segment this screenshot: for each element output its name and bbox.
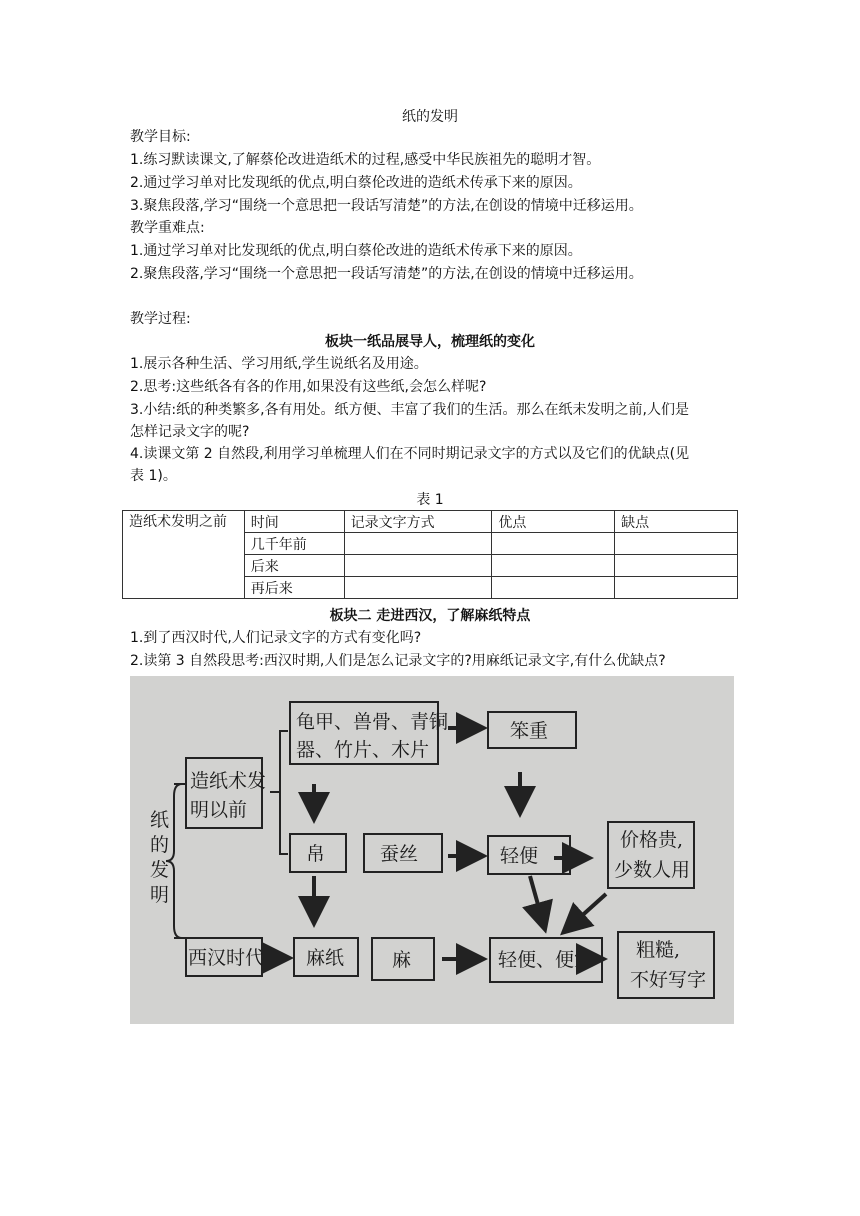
section1-item: 3.小结:纸的种类繁多,各有用处。纸方便、丰富了我们的生活。那么在纸未发明之前,人们是 xyxy=(130,402,689,418)
table-row-header: 造纸术发明之前 xyxy=(123,511,245,599)
heavy-label: 笨重 xyxy=(510,720,549,742)
goals-heading: 教学目标: xyxy=(130,129,191,145)
table-cell xyxy=(344,577,492,599)
expensive-label: 价格贵, xyxy=(620,829,684,851)
silkworm-label: 蚕丝 xyxy=(380,843,419,865)
branch-before-label: 明以前 xyxy=(190,799,248,821)
goal-item: 1.练习默读课文,了解蔡伦改进造纸术的过程,感受中华民族祖先的聪明才智。 xyxy=(130,152,601,168)
light-cheap-label: 轻便、便宜 xyxy=(498,949,594,971)
silk-label: 帛 xyxy=(306,843,326,865)
branch-before-label: 造纸术发 xyxy=(190,770,267,792)
table-header-cell: 记录文字方式 xyxy=(344,511,492,533)
section2-item: 2.读第 3 自然段思考:西汉时期,人们是怎么记录文字的?用麻纸记录文字,有什么优缺点? xyxy=(130,653,666,669)
difficulty-item: 1.通过学习单对比发现纸的优点,明白蔡伦改进的造纸术传承下来的原因。 xyxy=(130,243,582,259)
table-cell xyxy=(492,555,615,577)
table-cell: 后来 xyxy=(244,555,344,577)
ancient-materials-label: 龟甲、兽骨、青铜 xyxy=(296,711,449,733)
expensive-label: 少数人用 xyxy=(614,859,691,881)
root-label-char: 发 xyxy=(150,859,170,881)
section1-item: 怎样记录文字的呢? xyxy=(130,424,250,440)
ancient-materials-label: 器、竹片、木片 xyxy=(296,739,430,761)
hemp-label: 麻 xyxy=(392,949,412,971)
section2-item: 1.到了西汉时代,人们记录文字的方式有变化吗? xyxy=(130,630,422,646)
table-caption: 表 1 xyxy=(416,492,444,508)
table-header-cell: 时间 xyxy=(244,511,344,533)
flowchart-diagram xyxy=(130,676,734,1024)
difficulties-heading: 教学重难点: xyxy=(130,220,205,236)
comparison-table xyxy=(122,510,738,599)
document-title: 纸的发明 xyxy=(402,109,458,125)
goal-item: 3.聚焦段落,学习“围绕一个意思把一段话写清楚”的方法,在创设的情境中迁移运用。 xyxy=(130,198,643,214)
table-header-cell: 缺点 xyxy=(615,511,738,533)
table-cell xyxy=(492,577,615,599)
table-header-cell: 优点 xyxy=(492,511,615,533)
rough-label: 不好写字 xyxy=(630,969,707,991)
table-cell: 几千年前 xyxy=(244,533,344,555)
light-label: 轻便 xyxy=(500,845,539,867)
table-cell xyxy=(615,555,738,577)
rough-label: 粗糙, xyxy=(636,939,681,961)
table-cell xyxy=(344,533,492,555)
section1-title: 板块一纸品展导人，梳理纸的变化 xyxy=(325,334,535,350)
table-row xyxy=(123,511,738,533)
difficulty-item: 2.聚焦段落,学习“围绕一个意思把一段话写清楚”的方法,在创设的情境中迁移运用。 xyxy=(130,266,643,282)
section1-item: 表 1)。 xyxy=(130,468,177,484)
table-cell: 再后来 xyxy=(244,577,344,599)
process-heading: 教学过程: xyxy=(130,311,191,327)
section1-item: 2.思考:这些纸各有各的作用,如果没有这些纸,会怎么样呢? xyxy=(130,379,487,395)
hemp-paper-label: 麻纸 xyxy=(306,947,345,969)
root-label-char: 纸 xyxy=(150,809,170,831)
branch-xihan-label: 西汉时代 xyxy=(188,947,265,969)
root-label-char: 明 xyxy=(150,884,170,906)
section2-title: 板块二 走进西汉，了解麻纸特点 xyxy=(329,608,531,624)
table-cell xyxy=(615,577,738,599)
table-cell xyxy=(344,555,492,577)
root-label-char: 的 xyxy=(150,834,170,856)
section1-item: 4.读课文第 2 自然段,利用学习单梳理人们在不同时期记录文字的方式以及它们的优缺点(见 xyxy=(130,446,690,462)
table-cell xyxy=(615,533,738,555)
flowchart-photo xyxy=(130,676,734,1024)
section1-item: 1.展示各种生活、学习用纸,学生说纸名及用途。 xyxy=(130,356,428,372)
goal-item: 2.通过学习单对比发现纸的优点,明白蔡伦改进的造纸术传承下来的原因。 xyxy=(130,175,582,191)
table-cell xyxy=(492,533,615,555)
